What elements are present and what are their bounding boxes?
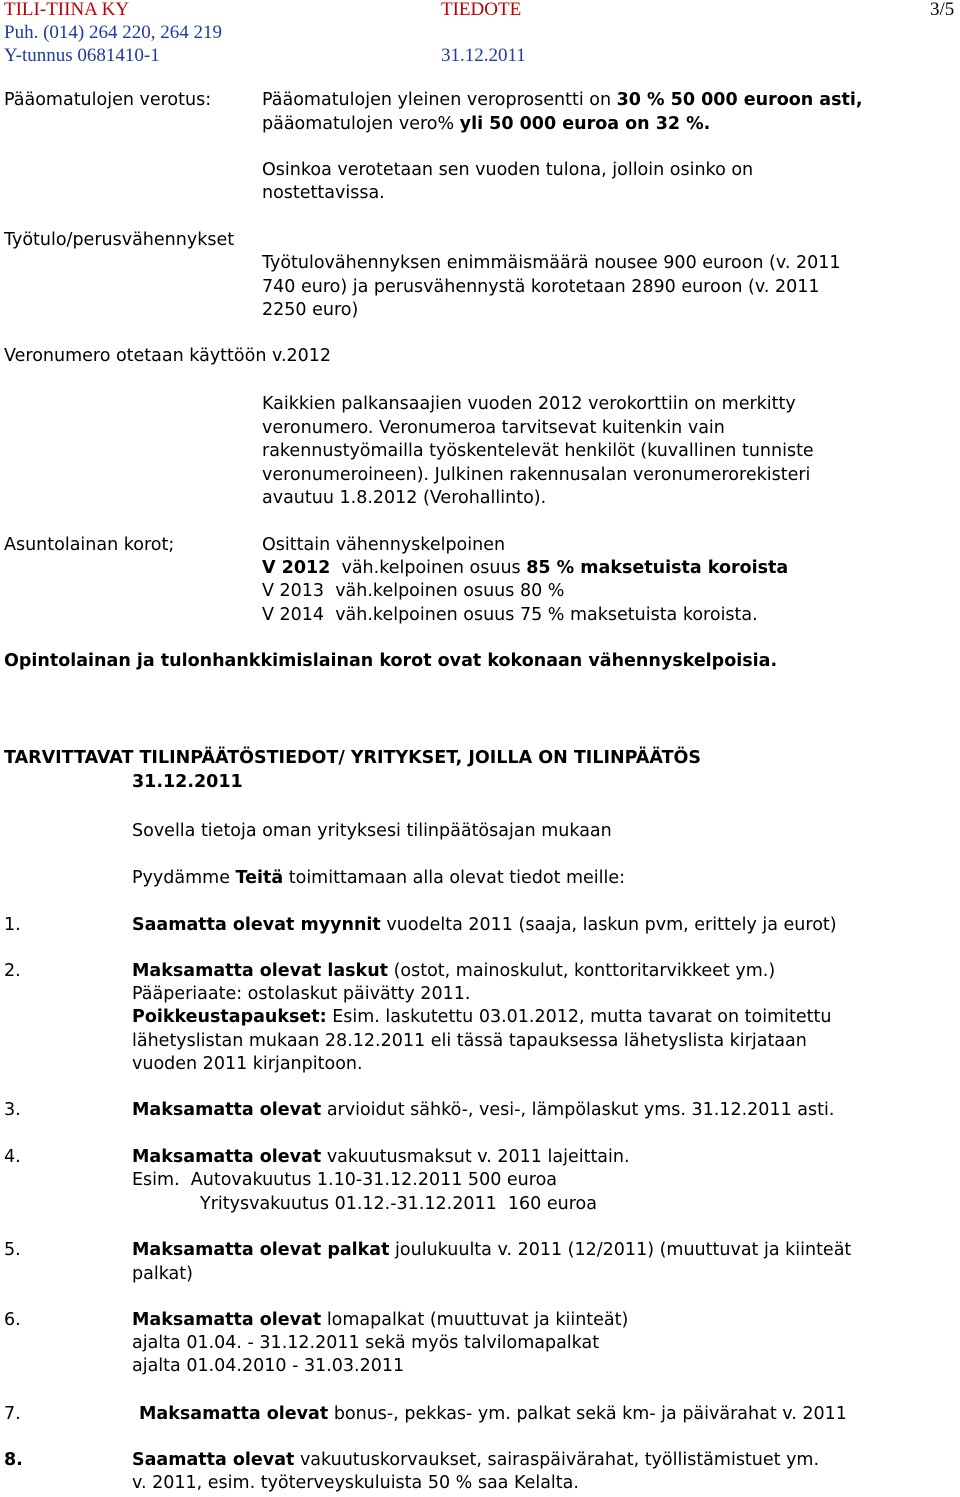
deductions-label: Työtulo/perusvähennykset	[4, 230, 235, 250]
item-number: 8.	[4, 1450, 23, 1470]
item-6-line-3: ajalta 01.04.2010 - 31.03.2011	[132, 1356, 405, 1376]
item-2-line-3: Poikkeustapaukset: Esim. laskutettu 03.01.2012, mutta tavarat on toimitettu	[132, 1007, 832, 1027]
item-number: 3.	[4, 1100, 21, 1120]
required-section-date: 31.12.2011	[132, 772, 243, 792]
item-6-line-2: ajalta 01.04. - 31.12.2011 sekä myös talvilomapalkat	[132, 1333, 600, 1353]
apply-note: Sovella tietoja oman yrityksesi tilinpäätösajan mukaan	[132, 821, 612, 841]
doc-type: TIEDOTE	[441, 0, 522, 20]
company-phone: Puh. (014) 264 220, 264 219	[4, 22, 222, 43]
item-5-line-1: Maksamatta olevat palkat joulukuulta v. 2011 (12/2011) (muuttuvat ja kiinteät	[132, 1240, 852, 1260]
capital-line-3: Osinkoa verotetaan sen vuoden tulona, jolloin osinko on	[262, 160, 754, 180]
item-6-line-1: Maksamatta olevat lomapalkat (muuttuvat ja kiinteät)	[132, 1310, 629, 1330]
deductions-line-3: 2250 euro)	[262, 300, 359, 320]
capital-label: Pääomatulojen verotus:	[4, 90, 212, 110]
capital-line-4: nostettavissa.	[262, 183, 385, 203]
mortgage-line-3: V 2013 väh.kelpoinen osuus 80 %	[262, 581, 565, 601]
item-2-line-1: Maksamatta olevat laskut (ostot, mainoskulut, konttoritarvikkeet ym.)	[132, 961, 776, 981]
capital-line-2: pääomatulojen vero% yli 50 000 euroa on 32 %.	[262, 114, 711, 134]
tax-number-line-4: veronumeroineen). Julkinen rakennusalan veronumerorekisteri	[262, 465, 811, 485]
item-2-line-2: Pääperiaate: ostolaskut päivätty 2011.	[132, 984, 471, 1004]
tax-number-line-2: veronumero. Veronumeroa tarvitsevat kuitenkin vain	[262, 418, 725, 438]
deductions-line-2: 740 euro) ja perusvähennystä korotetaan 2890 euroon (v. 2011	[262, 277, 820, 297]
tax-number-label: Veronumero otetaan käyttöön v.2012	[4, 346, 332, 366]
item-4-line-1: Maksamatta olevat vakuutusmaksut v. 2011 lajeittain.	[132, 1147, 630, 1167]
required-section-title: TARVITTAVAT TILINPÄÄTÖSTIEDOT/ YRITYKSET, JOILLA ON TILINPÄÄTÖS	[4, 748, 701, 768]
item-1-line-1: Saamatta olevat myynnit vuodelta 2011 (saaja, laskun pvm, erittely ja eurot)	[132, 915, 837, 935]
mortgage-label: Asuntolainan korot;	[4, 535, 175, 555]
item-number: 6.	[4, 1310, 21, 1330]
company-name: TILI-TIINA KY	[4, 0, 130, 20]
item-8-line-2: v. 2011, esim. työterveyskuluista 50 % saa Kelalta.	[132, 1473, 579, 1493]
item-3-line-1: Maksamatta olevat arvioidut sähkö-, vesi-, lämpölaskut yms. 31.12.2011 asti.	[132, 1100, 835, 1120]
business-id: Y-tunnus 0681410-1	[4, 45, 160, 66]
tax-number-line-1: Kaikkien palkansaajien vuoden 2012 verokorttiin on merkitty	[262, 394, 796, 414]
item-number: 5.	[4, 1240, 21, 1260]
student-loan-note: Opintolainan ja tulonhankkimislainan korot ovat kokonaan vähennyskelpoisia.	[4, 651, 778, 671]
deductions-line-1: Työtulovähennyksen enimmäismäärä nousee 900 euroon (v. 2011	[262, 253, 841, 273]
tax-number-line-5: avautuu 1.8.2012 (Verohallinto).	[262, 488, 547, 508]
item-8-line-1: Saamatta olevat vakuutuskorvaukset, sairaspäivärahat, työllistämistuet ym.	[132, 1450, 820, 1470]
item-7-line-1: Maksamatta olevat bonus-, pekkas- ym. palkat sekä km- ja päivärahat v. 2011	[139, 1404, 847, 1424]
mortgage-line-4: V 2014 väh.kelpoinen osuus 75 % maksetuista koroista.	[262, 605, 758, 625]
page-number: 3/5	[930, 0, 955, 20]
item-4-line-2: Esim. Autovakuutus 1.10-31.12.2011 500 euroa	[132, 1170, 557, 1190]
mortgage-line-2: V 2012 väh.kelpoinen osuus 85 % maksetuista koroista	[262, 558, 789, 578]
item-number: 7.	[4, 1404, 21, 1424]
item-2-line-5: vuoden 2011 kirjanpitoon.	[132, 1054, 363, 1074]
doc-date: 31.12.2011	[441, 45, 526, 66]
item-number: 1.	[4, 915, 21, 935]
tax-number-line-3: rakennustyömailla työskentelevät henkilöt (kuvallinen tunniste	[262, 441, 814, 461]
capital-line-1: Pääomatulojen yleinen veroprosentti on 30 % 50 000 euroon asti,	[262, 90, 863, 110]
item-number: 2.	[4, 961, 21, 981]
item-2-line-4: lähetyslistan mukaan 28.12.2011 eli tässä tapauksessa lähetyslista kirjataan	[132, 1031, 807, 1051]
mortgage-line-1: Osittain vähennyskelpoinen	[262, 535, 506, 555]
item-number: 4.	[4, 1147, 21, 1167]
item-4-line-3: Yritysvakuutus 01.12.-31.12.2011 160 euroa	[200, 1194, 597, 1214]
item-5-line-2: palkat)	[132, 1264, 193, 1284]
request-note: Pyydämme Teitä toimittamaan alla olevat tiedot meille:	[132, 868, 626, 888]
